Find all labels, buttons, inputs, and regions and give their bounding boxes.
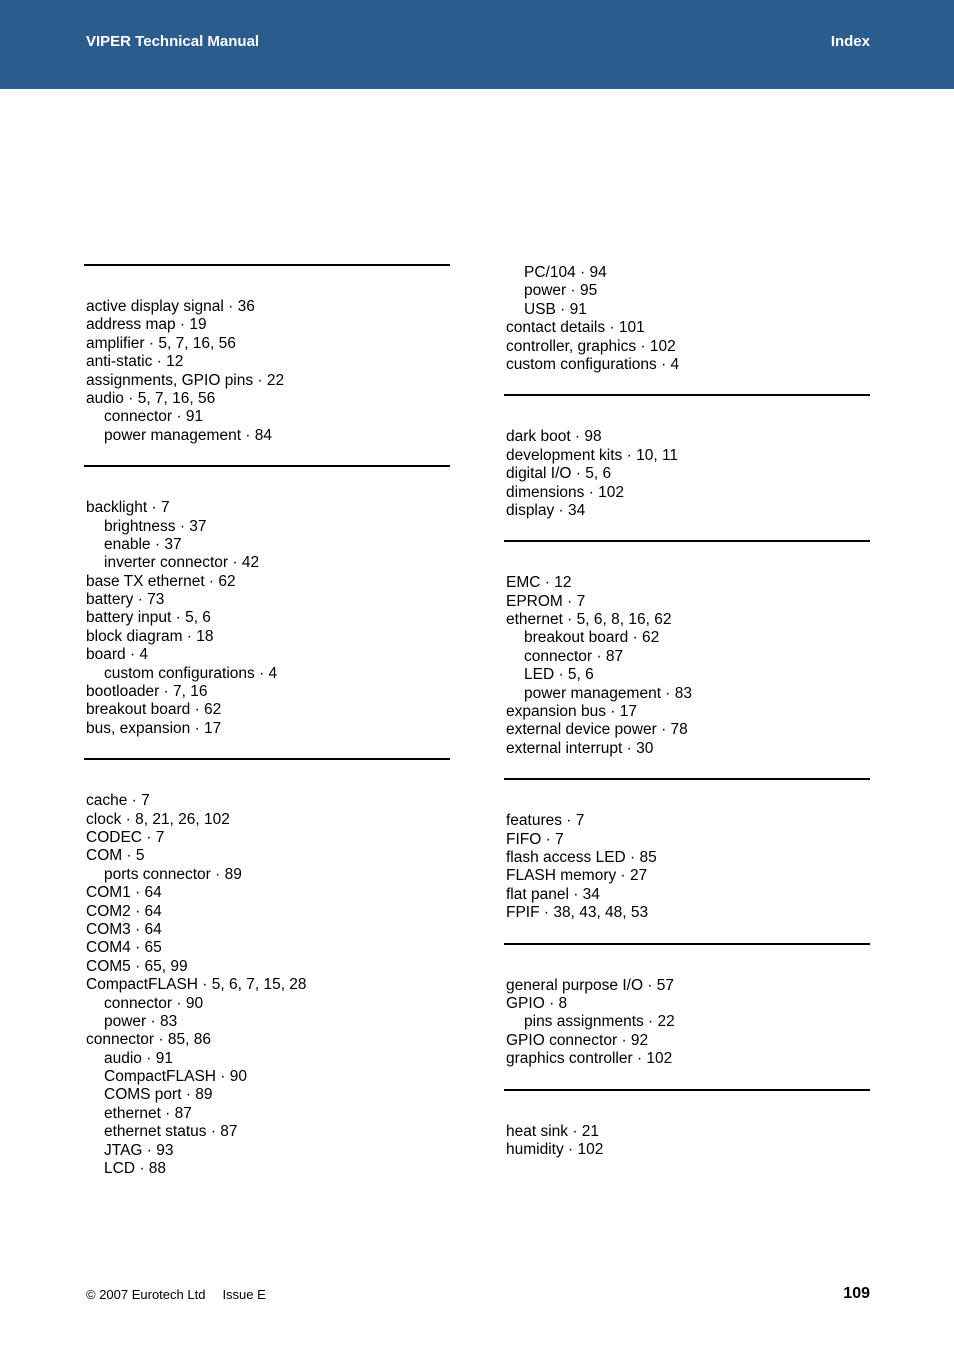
index-entry: general purpose I/O · 57 bbox=[506, 976, 675, 994]
index-entry: development kits · 10, 11 bbox=[506, 446, 679, 464]
index-subentry: LCD · 88 bbox=[104, 1160, 167, 1178]
index-subentry: ethernet status · 87 bbox=[104, 1123, 238, 1141]
index-entry: active display signal · 36 bbox=[86, 298, 255, 315]
index-subentry: connector · 91 bbox=[104, 408, 204, 426]
index-subentry: connector · 90 bbox=[104, 994, 204, 1012]
index-entry: clock · 8, 21, 26, 102 bbox=[86, 810, 230, 828]
index-letter-group bbox=[84, 465, 450, 738]
index-entry: CompactFLASH · 5, 6, 7, 15, 28 bbox=[86, 976, 307, 994]
index-letter-group bbox=[504, 943, 870, 1069]
index-entry: display · 34 bbox=[506, 501, 586, 519]
index-subentry: CompactFLASH · 90 bbox=[104, 1068, 247, 1086]
index-entry: GPIO · 8 bbox=[506, 994, 568, 1012]
index-subentry: breakout board · 62 bbox=[524, 629, 660, 647]
index-subentry: JTAG · 93 bbox=[104, 1141, 174, 1159]
index-subentry: power management · 84 bbox=[104, 426, 273, 444]
index-subentry: custom configurations · 4 bbox=[104, 664, 278, 682]
index-entry: cache · 7 bbox=[86, 792, 150, 810]
index-letter-group bbox=[504, 394, 870, 520]
index-entry: COM5 · 65, 99 bbox=[86, 957, 188, 975]
index-entry: EPROM · 7 bbox=[506, 592, 586, 610]
index-entry: contact details · 101 bbox=[506, 319, 645, 337]
index-subentry: power · 95 bbox=[524, 282, 598, 300]
index-entry: CODEC · 7 bbox=[86, 828, 165, 846]
index-entry: bootloader · 7, 16 bbox=[86, 683, 208, 701]
index-entry: COM4 · 65 bbox=[86, 939, 162, 957]
index-subentry: connector · 87 bbox=[524, 647, 624, 665]
index-subentry: PC/104 · 94 bbox=[524, 264, 607, 281]
index-subentry: enable · 37 bbox=[104, 535, 182, 553]
index-entry: bus, expansion · 17 bbox=[86, 719, 222, 737]
index-entry: features · 7 bbox=[506, 812, 585, 830]
index-entry: COM3 · 64 bbox=[86, 920, 162, 938]
index-entry: board · 4 bbox=[86, 646, 149, 664]
index-subentry: COMS port · 89 bbox=[104, 1086, 213, 1104]
index-entry: base TX ethernet · 62 bbox=[86, 572, 236, 590]
index-entry: dark boot · 98 bbox=[506, 428, 602, 446]
index-letter-group bbox=[84, 758, 450, 1178]
index-entry: COM · 5 bbox=[86, 847, 145, 865]
index-subentry: ports connector · 89 bbox=[104, 865, 242, 883]
index-entry: EMC · 12 bbox=[506, 574, 572, 592]
index-entry: heat sink · 21 bbox=[506, 1122, 600, 1140]
index-column-right bbox=[504, 264, 870, 1159]
index-entry: anti-static · 12 bbox=[86, 353, 184, 371]
section-title: Index bbox=[830, 33, 870, 50]
index-entry: graphics controller · 102 bbox=[506, 1050, 673, 1068]
index-entry: flash access LED · 85 bbox=[506, 848, 657, 866]
index-subentry: power management · 83 bbox=[524, 684, 693, 702]
index-letter-group bbox=[504, 540, 870, 758]
index-entry: humidity · 102 bbox=[506, 1140, 604, 1158]
copyright: © 2007 Eurotech Ltd bbox=[86, 1287, 206, 1302]
index-entry: block diagram · 18 bbox=[86, 627, 214, 645]
index-entry: amplifier · 5, 7, 16, 56 bbox=[86, 334, 236, 352]
index-entry: external interrupt · 30 bbox=[506, 739, 654, 757]
index-entry: connector · 85, 86 bbox=[86, 1031, 211, 1049]
index-subentry: ethernet · 87 bbox=[104, 1104, 192, 1122]
index-entry: custom configurations · 4 bbox=[506, 355, 680, 373]
index-entry: GPIO connector · 92 bbox=[506, 1031, 649, 1049]
footer bbox=[86, 1287, 266, 1302]
index-entry: COM2 · 64 bbox=[86, 902, 162, 920]
index-entry: breakout board · 62 bbox=[86, 701, 222, 719]
index-letter-group bbox=[84, 264, 450, 445]
index-entry: audio · 5, 7, 16, 56 bbox=[86, 389, 216, 407]
index-entry: flat panel · 34 bbox=[506, 885, 600, 903]
index-subentry: USB · 91 bbox=[524, 300, 587, 318]
index-letter-group bbox=[504, 1089, 870, 1160]
index-subentry: brightness · 37 bbox=[104, 517, 207, 535]
index-subentry: LED · 5, 6 bbox=[524, 666, 594, 684]
index-subentry: audio · 91 bbox=[104, 1049, 173, 1067]
index-entry: battery · 73 bbox=[86, 591, 165, 609]
index-entry: FPIF · 38, 43, 48, 53 bbox=[506, 904, 649, 922]
index-entry: battery input · 5, 6 bbox=[86, 609, 211, 627]
index-entry: FLASH memory · 27 bbox=[506, 867, 648, 885]
index-entry: ethernet · 5, 6, 8, 16, 62 bbox=[506, 611, 672, 629]
index-entry: COM1 · 64 bbox=[86, 884, 162, 902]
index-entry: backlight · 7 bbox=[86, 499, 170, 517]
index-entry: expansion bus · 17 bbox=[506, 703, 637, 721]
index-entry: controller, graphics · 102 bbox=[506, 337, 676, 355]
index-subentry: pins assignments · 22 bbox=[524, 1013, 675, 1031]
index-entry: external device power · 78 bbox=[506, 721, 688, 739]
index-entry: assignments, GPIO pins · 22 bbox=[86, 371, 285, 389]
index-column-left bbox=[84, 264, 450, 1178]
index-letter-group bbox=[504, 778, 870, 922]
page-header bbox=[0, 0, 954, 89]
issue-label: Issue E bbox=[222, 1287, 266, 1302]
index-subentry: power · 83 bbox=[104, 1012, 178, 1030]
index-entry: digital I/O · 5, 6 bbox=[506, 465, 612, 483]
index-subentry: inverter connector · 42 bbox=[104, 554, 260, 572]
index-entry: dimensions · 102 bbox=[506, 483, 625, 501]
page-number: 109 bbox=[843, 1285, 870, 1302]
index-entry: address map · 19 bbox=[86, 316, 207, 334]
index-entry: FIFO · 7 bbox=[506, 830, 564, 848]
manual-title: VIPER Technical Manual bbox=[86, 33, 260, 50]
